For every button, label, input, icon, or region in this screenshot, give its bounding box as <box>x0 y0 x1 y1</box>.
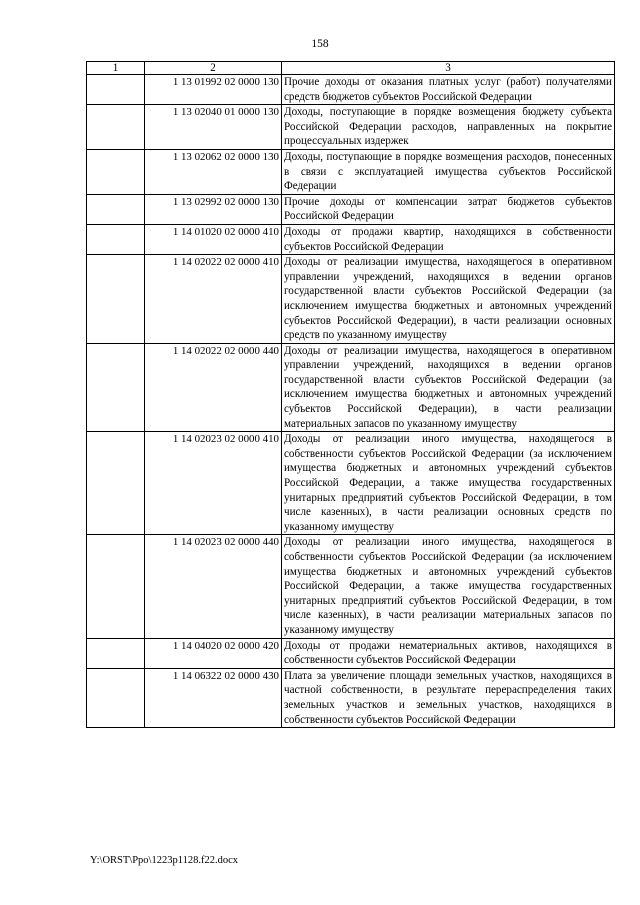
row-empty-cell <box>87 343 145 432</box>
row-empty-cell <box>87 105 145 150</box>
table-row <box>87 668 615 727</box>
table-row <box>87 343 615 432</box>
row-empty-cell <box>87 535 145 638</box>
table-row <box>87 105 615 150</box>
row-empty-cell <box>87 432 145 535</box>
table-row <box>87 255 615 344</box>
revenue-code: 1 14 06322 02 0000 430 <box>145 668 282 727</box>
revenue-code: 1 14 04020 02 0000 420 <box>145 638 282 668</box>
table-row <box>87 194 615 224</box>
column-header-1: 1 <box>87 62 145 75</box>
row-empty-cell <box>87 224 145 254</box>
revenue-description: Доходы от продажи квартир, находящихся в собственности субъектов Российской Федерации <box>282 224 615 254</box>
revenue-description: Доходы от продажи нематериальных активов, находящихся в собственности субъектов Российской Федерации <box>282 638 615 668</box>
revenue-code: 1 13 02992 02 0000 130 <box>145 194 282 224</box>
revenue-description: Доходы от реализации иного имущества, находящегося в собственности субъектов Российской Федерации (за исключением имущества бюджетных и автономных учреждений субъектов Российской Федерации, а также имущества государственных унитарных предприятий субъектов Российской Федерации, в том числе казенных), в части реализации основных средств по указанному имуществу <box>282 432 615 535</box>
column-header-3: 3 <box>282 62 615 75</box>
table-row <box>87 535 615 638</box>
column-header-2: 2 <box>145 62 282 75</box>
revenue-description: Прочие доходы от оказания платных услуг (работ) получателями средств бюджетов субъектов Российской Федерации <box>282 75 615 105</box>
revenue-code: 1 14 01020 02 0000 410 <box>145 224 282 254</box>
revenue-codes-table <box>86 61 615 728</box>
table-header-row <box>87 62 615 75</box>
revenue-description: Прочие доходы от компенсации затрат бюджетов субъектов Российской Федерации <box>282 194 615 224</box>
row-empty-cell <box>87 194 145 224</box>
table-row <box>87 224 615 254</box>
revenue-code: 1 14 02023 02 0000 440 <box>145 535 282 638</box>
table-row <box>87 149 615 194</box>
row-empty-cell <box>87 75 145 105</box>
revenue-description: Доходы, поступающие в порядке возмещения расходов, понесенных в связи с эксплуатацией имущества субъектов Российской Федерации <box>282 149 615 194</box>
revenue-code: 1 13 02040 01 0000 130 <box>145 105 282 150</box>
revenue-code: 1 13 01992 02 0000 130 <box>145 75 282 105</box>
row-empty-cell <box>87 255 145 344</box>
revenue-code: 1 14 02022 02 0000 410 <box>145 255 282 344</box>
revenue-code: 1 13 02062 02 0000 130 <box>145 149 282 194</box>
row-empty-cell <box>87 668 145 727</box>
table-row <box>87 432 615 535</box>
row-empty-cell <box>87 149 145 194</box>
table-row <box>87 75 615 105</box>
table-row <box>87 638 615 668</box>
revenue-description: Доходы, поступающие в порядке возмещения бюджету субъекта Российской Федерации расходов, направленных на покрытие процессуальных издержек <box>282 105 615 150</box>
revenue-description: Доходы от реализации имущества, находящегося в оперативном управлении учреждений, находящихся в ведении органов государственной власти субъектов Российской Федерации (за исключением имущества бюджетных и автономных учреждений субъектов Российской Федерации), в части реализации материальных запасов по указанному имуществу <box>282 343 615 432</box>
revenue-description: Доходы от реализации имущества, находящегося в оперативном управлении учреждений, находящихся в ведении органов государственной власти субъектов Российской Федерации (за исключением имущества бюджетных и автономных учреждений субъектов Российской Федерации), в части реализации основных средств по указанному имуществу <box>282 255 615 344</box>
page-number: 158 <box>311 38 329 50</box>
revenue-code: 1 14 02023 02 0000 410 <box>145 432 282 535</box>
document-file-path: Y:\ORST\Ppo\1223p1128.f22.docx <box>90 855 238 866</box>
revenue-description: Плата за увеличение площади земельных участков, находящихся в частной собственности, в результате перераспределения таких земельных участков и земельных участков, находящихся в собственности субъектов Российской Федерации <box>282 668 615 727</box>
row-empty-cell <box>87 638 145 668</box>
revenue-code: 1 14 02022 02 0000 440 <box>145 343 282 432</box>
revenue-description: Доходы от реализации иного имущества, находящегося в собственности субъектов Российской Федерации (за исключением имущества бюджетных и автономных учреждений субъектов Российской Федерации, а также имущества государственных унитарных предприятий субъектов Российской Федерации, в том числе казенных), в части реализации материальных запасов по указанному имуществу <box>282 535 615 638</box>
